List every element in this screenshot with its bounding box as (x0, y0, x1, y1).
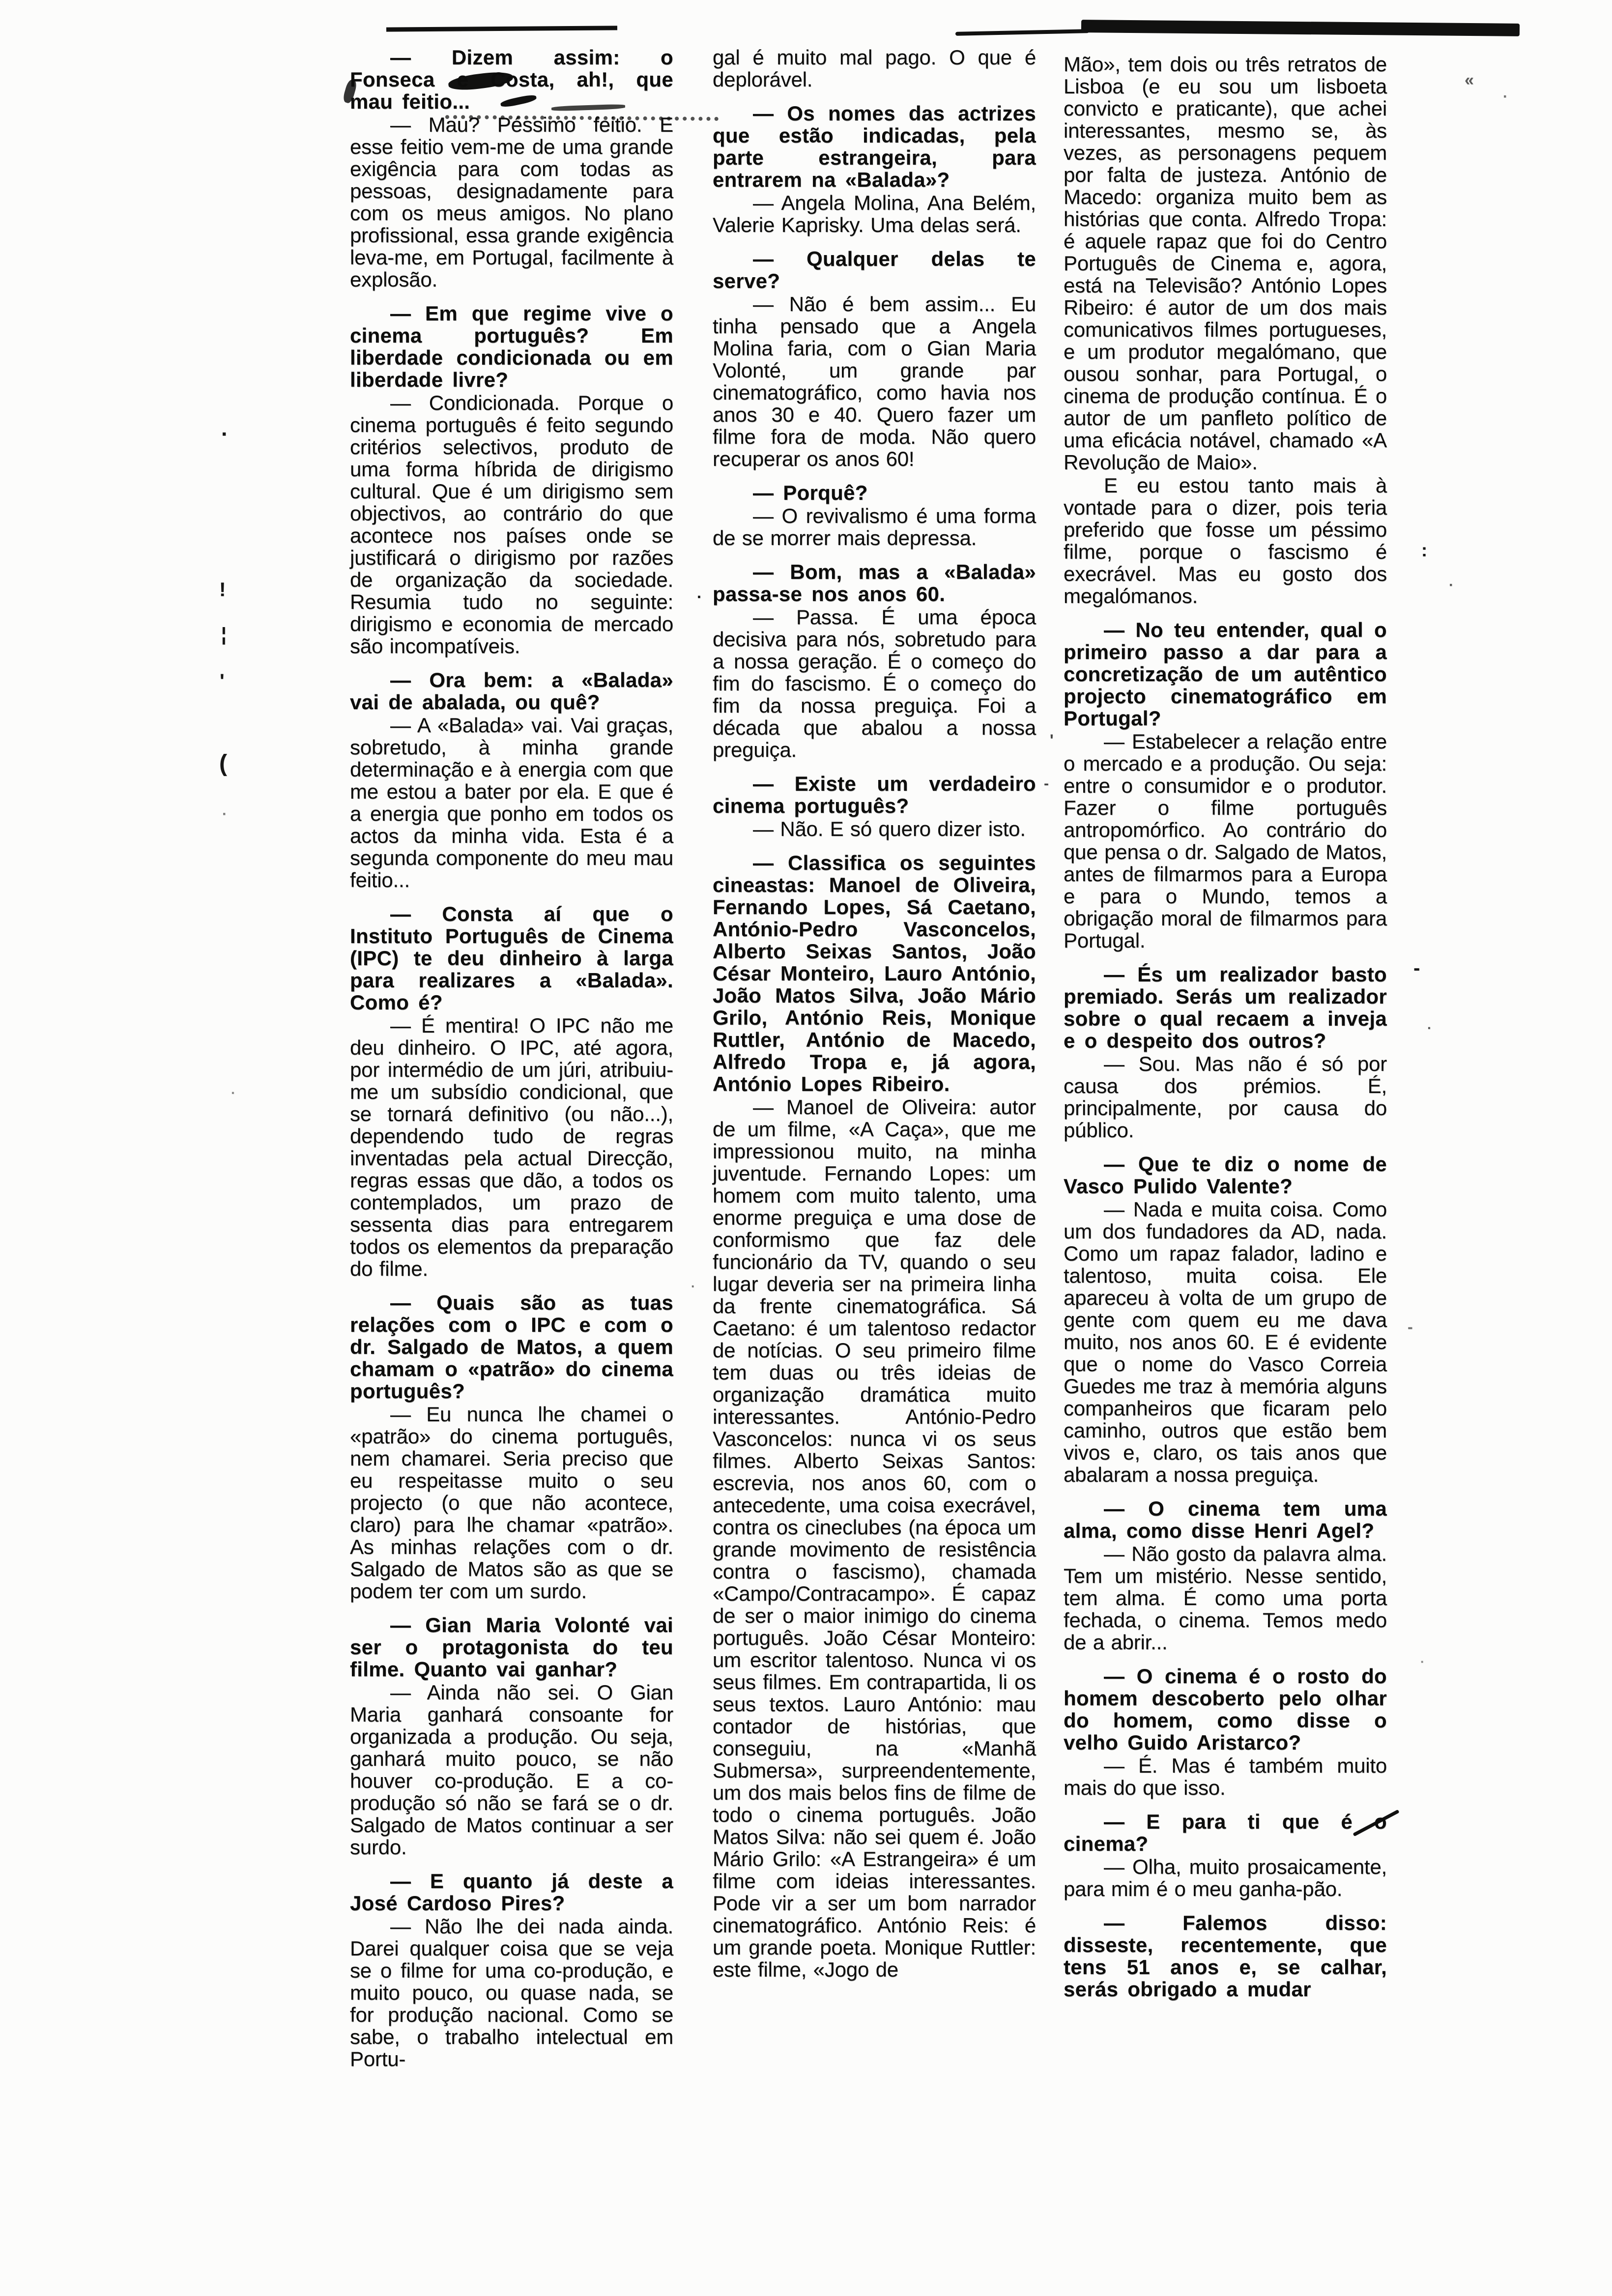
scan-noise-mark: · (691, 1279, 695, 1293)
answer-paragraph: — Passa. É uma época decisiva para nós, sobretudo para a nossa geração. É o começo do fim do fascismo. É o começo do fim da nossa preguiça. Foi a década que abalou a nossa preguiça. (713, 605, 1036, 761)
scan-noise-mark: . (697, 584, 701, 602)
scan-noise-mark: · (221, 422, 229, 446)
scan-noise-mark: · (1503, 88, 1508, 105)
scan-noise-mark: · (1449, 577, 1454, 593)
question-paragraph: — Os nomes das actrizes que estão indicadas, pela parte estrangeira, para entrarem na «Balada»? (713, 102, 1036, 191)
question-paragraph: — Em que regime vive o cinema português? Em liberdade condicionada ou em liberdade livre? (350, 302, 673, 391)
question-paragraph: — Gian Maria Volonté vai ser o protagonista do teu filme. Quanto vai ganhar? (350, 1613, 673, 1681)
question-paragraph: — O cinema tem uma alma, como disse Henri Agel? (1064, 1497, 1387, 1542)
scan-noise-mark: ( (219, 750, 227, 776)
scan-noise-mark: - (1413, 957, 1420, 979)
article-column-2 (713, 46, 1036, 1980)
question-paragraph: — Quais são as tuas relações com o IPC e com o dr. Salgado de Matos, a quem chamam o «patrão» do cinema português? (350, 1291, 673, 1403)
question-paragraph: — Bom, mas a «Balada» passa-se nos anos 60. (713, 560, 1036, 605)
answer-paragraph: — Não lhe dei nada ainda. Darei qualquer coisa que se veja se o filme for uma co-produção, e muito pouco, ou quase nada, se for produção nacional. Como se sabe, o trabalho intelectual em Portu- (350, 1915, 673, 2070)
question-paragraph: — Dizem assim: o Fonseca e Costa, ah!, que mau feitio... (350, 46, 673, 113)
question-paragraph: — O cinema é o rosto do homem descoberto pelo olhar do homem, como disse o velho Guido Aristarco? (1064, 1665, 1387, 1754)
answer-paragraph: — Eu nunca lhe chamei o «patrão» do cinema português, nem chamarei. Seria preciso que eu respeitasse muito o seu projecto (o que não acontece, claro) para lhe chamar «patrão». As minhas relações com o dr. Salgado de Matos são as que se podem ter com um surdo. (350, 1403, 673, 1603)
answer-paragraph: — A «Balada» vai. Vai graças, sobretudo, à minha grande determinação e à energia com que me estou a bater por ela. E que é a energia que ponho em todos os actos da minha vida. Esta é a segunda componente do meu mau feitio... (350, 714, 673, 891)
answer-paragraph: — Estabelecer a relação entre o mercado e a produção. Ou seja: entre o consumidor e o produtor. Fazer o filme português antropomórfico. Ao contrário do que pensa o dr. Salgado de Matos, antes de filmarmos para a Europa e para o Mundo, temos a obrigação moral de filmarmos para Portugal. (1064, 730, 1387, 952)
answer-paragraph: — Não gosto da palavra alma. Tem um mistério. Nesse sentido, tem alma. É como uma porta fechada, o cinema. Temos medo de a abrir... (1064, 1542, 1387, 1654)
question-paragraph: — E para ti que é o cinema? (1064, 1810, 1387, 1855)
scan-noise-mark: : (1421, 540, 1427, 560)
question-paragraph: — No teu entender, qual o primeiro passo a dar para a concretização de um autêntico projecto cinematográfico em Portugal? (1064, 618, 1387, 730)
scan-noise-mark: · (222, 806, 227, 822)
scan-noise-mark: · (1420, 1654, 1425, 1669)
continuation-paragraph: gal é muito mal pago. O que é deplorável. (713, 46, 1036, 91)
answer-paragraph: — Manoel de Oliveira: autor de um filme, «A Caça», que me impressionou muito, na minha juventude. Fernando Lopes: um homem com muito talento, uma enorme preguiça e uma dose de conformismo que faz dele funcionário da TV, quando o seu lugar deveria ser na primeira linha da frente cinematográfica. Sá Caetano: é um talentoso redactor de notícias. O seu primeiro filme tem duas ou três ideias de organização dramática muito interessantes. António-Pedro Vasconcelos: nunca vi os seus filmes. Alberto Seixas Santos: escrevia, nos anos 60, com o antecedente, uma coisa execrável, contra os cineclubes (na época um grande movimento de resistência contra o fascismo), chamada «Campo/Contracampo». É capaz de ser o maior inimigo do cinema português. João César Monteiro: um escritor talentoso. Nunca vi os seus filmes. Em contrapartida, li os seus textos. Lauro António: mau contador de histórias, que conseguiu, na «Manhã Submersa», surpreendentemente, um dos mais belos fins de filme de todo o cinema português. João Matos Silva: não sei quem é. João Mário Grilo: «A Estrangeira» é um filme com ideias interessantes. Pode vir a ser um bom narrador cinematográfico. António Reis: é um grande poeta. Monique Ruttler: este filme, «Jogo de (713, 1095, 1036, 1981)
article-column-3 (1064, 53, 1387, 2000)
answer-paragraph: — Não. E só quero dizer isto. (753, 817, 1026, 840)
question-paragraph: — Existe um verdadeiro cinema português? (713, 772, 1036, 817)
question-paragraph: — Que te diz o nome de Vasco Pulido Valente? (1064, 1152, 1387, 1198)
answer-paragraph: — Não é bem assim... Eu tinha pensado que a Angela Molina faria, com o Gian Maria Volonté, um grande par cinematográfico, como havia nos anos 30 e 40. Quero fazer um filme fora de moda. Não quero recuperar os anos 60! (713, 292, 1036, 470)
question-paragraph: — És um realizador basto premiado. Serás um realizador sobre o qual recaem a inveja e o despeito dos outros? (1064, 963, 1387, 1052)
answer-paragraph: — O revivalismo é uma forma de se morrer mais depressa. (713, 504, 1036, 549)
scan-noise-mark: ' (1050, 731, 1054, 749)
scan-noise-mark: - (1044, 775, 1049, 792)
question-paragraph: — Consta aí que o Instituto Português de Cinema (IPC) te deu dinheiro à larga para realizares a «Balada». Como é? (350, 902, 673, 1014)
scan-noise-mark: ' (220, 670, 225, 692)
scan-noise-mark: · (231, 1085, 236, 1100)
scan-noise-mark: ! (219, 579, 226, 601)
article-column-1 (350, 46, 673, 2070)
question-paragraph: — Falemos disso: disseste, recentemente, que tens 51 anos e, se calhar, serás obrigado a mudar (1064, 1911, 1387, 2001)
question-paragraph: — Classifica os seguintes cineastas: Manoel de Oliveira, Fernando Lopes, Sá Caetano, António-Pedro Vasconcelos, Alberto Seixas Santos, João César Monteiro, Lauro António, João Matos Silva, João Mário Grilo, António Reis, Monique Ruttler, António de Macedo, Alfredo Tropa e, já agora, António Lopes Ribeiro. (713, 851, 1036, 1095)
column-top-rule (1081, 20, 1520, 36)
answer-paragraph: — É mentira! O IPC não me deu dinheiro. O IPC, até agora, por intermédio de um júri, atribuiu-me um subsídio condicional, que se tornará definitivo (ou não...), dependendo tudo de regras inventadas pela actual Direcção, regras essas que dão, a todos os contemplados, um prazo de sessenta dias para entregarem todos os elementos da preparação do filme. (350, 1014, 673, 1280)
scan-noise-mark: ¦ (221, 624, 227, 645)
scan-noise-mark: - (1408, 1318, 1413, 1336)
torn-edge-rule (386, 26, 617, 31)
answer-paragraph: — Nada e muita coisa. Como um dos fundadores da AD, nada. Como um rapaz falador, ladino e talentoso, muita coisa. Ele apareceu à volta de um grupo de gente com quem eu me dava muito, nos anos 60. E é evidente que o nome do Vasco Correia Guedes me traz à memória alguns companheiros que ficaram pelo caminho, outros que estão bem vivos e, claro, os tais anos que abalaram a nossa preguiça. (1064, 1198, 1387, 1486)
scan-noise-mark: « (1465, 71, 1474, 89)
answer-paragraph: — Angela Molina, Ana Belém, Valerie Kaprisky. Uma delas será. (713, 191, 1036, 236)
question-paragraph: — Ora bem: a «Balada» vai de abalada, ou quê? (350, 668, 673, 714)
column-top-rule-lead (955, 29, 1089, 36)
answer-paragraph: — Olha, muito prosaicamente, para mim é o meu ganha-pão. (1064, 1855, 1387, 1900)
question-paragraph: — Porquê? (753, 481, 868, 504)
answer-paragraph: — Sou. Mas não é só por causa dos prémios. É, principalmente, por causa do público. (1064, 1052, 1387, 1142)
answer-paragraph: — Condicionada. Porque o cinema português é feito segundo critérios selectivos, produto de uma forma híbrida de dirigismo cultural. Que é um dirigismo sem objectivos, ao contrário do que acontece nos países onde se justificará o dirigismo por razões de organização da sociedade. Resumia tudo no seguinte: dirigismo e economia de mercado são incompatíveis. (350, 391, 673, 658)
scan-noise-mark: · (1427, 1020, 1432, 1035)
question-paragraph: — Qualquer delas te serve? (713, 247, 1036, 292)
continuation-paragraph: Mão», tem dois ou três retratos de Lisboa (e eu sou um lisboeta convicto e praticante), que achei interessantes, mesmo se, às vezes, as personagens pequem por falta de justeza. António de Macedo: organiza muito bem as histórias que conta. Alfredo Tropa: é aquele rapaz que foi do Centro Português de Cinema e, agora, está na Televisão? António Lopes Ribeiro: é autor de um dos mais comunicativos filmes portugueses, e um produtor megalómano, que ousou sonhar, para Portugal, o cinema de produção contínua. É o autor de um panfleto político de uma eficácia notável, chamado «A Revolução de Maio». (1064, 53, 1387, 474)
answer-paragraph: — Ainda não sei. O Gian Maria ganhará consoante for organizada a produção. Ou seja, ganhará muito pouco, se não houver co-produção. E a co-produção só não se fará se o dr. Salgado de Matos continuar a ser surdo. (350, 1681, 673, 1859)
answer-paragraph: E eu estou tanto mais à vontade para o dizer, pois teria preferido que fosse um péssimo filme, porque o fascismo é execrável. Mas eu gosto dos megalómanos. (1064, 474, 1387, 607)
answer-paragraph: — É. Mas é também muito mais do que isso. (1064, 1754, 1387, 1799)
answer-paragraph: — Mau? Péssimo feitio. E esse feitio vem-me de uma grande exigência para com todas as pessoas, designadamente para com os meus amigos. No plano profissional, essa grande exigência leva-me, em Portugal, facilmente à explosão. (350, 113, 673, 291)
question-paragraph: — E quanto já deste a José Cardoso Pires? (350, 1869, 673, 1915)
